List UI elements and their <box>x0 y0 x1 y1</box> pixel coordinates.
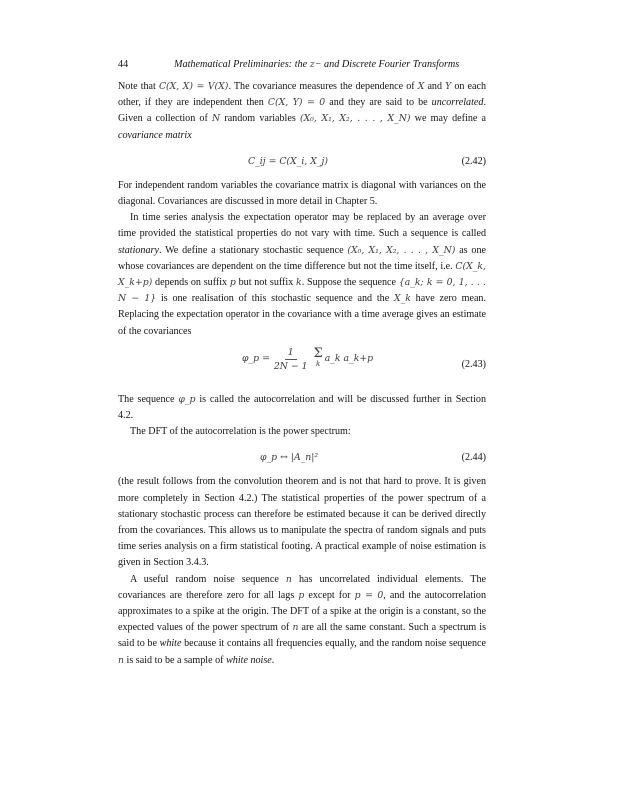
equation-number: (2.42) <box>461 155 486 167</box>
fraction-denominator: 2N − 1 <box>273 360 308 372</box>
paragraph-convolution: (the result follows from the convolution theorem and is not that hard to prove. It is given more completely in Section 4.2.) The statistical properties of the power spectrum of a stationary stochastic process can therefore be estimated because it can be derived directly from the covariances. This allows us to manipulate the spectra of random signals and puts time series analysis on a firm statistical footing. A practical example of noise estimation is given in Section 3.4.3. <box>118 476 486 569</box>
page-number: 44 <box>118 59 129 70</box>
fraction-numerator: 1 <box>285 346 297 360</box>
paragraph-white-noise: A useful random noise sequence n has uncorrelated individual elements. The covariances are therefore zero for all lags p except for p = 0, and the autocorrelation approximates to a spike at the origin. The DFT of a spike at the origin is a constant, so the expected values of the power spectrum of n are all the same constant. Such a spectrum is said to be white because it contains all frequencies equally, and the random noise sequence n is said to be a sample of white noise. <box>118 573 487 666</box>
equation-number: (2.44) <box>461 452 486 464</box>
equation-expression: φ_p ↔ |A_n|² <box>260 452 319 464</box>
equation-summand: a_k a_k+p <box>324 353 374 365</box>
paragraph-power-spectrum: The DFT of the autocorrelation is the power spectrum: <box>130 426 351 438</box>
paragraph-autocorrelation: The sequence φ_p is called the autocorrelation and will be discussed further in Section 4.2. <box>118 393 486 422</box>
equation-lhs: φ_p = <box>242 353 270 365</box>
summation-index: k <box>316 360 321 369</box>
running-header <box>118 58 500 72</box>
equation-number: (2.43) <box>461 358 486 370</box>
running-title: Mathematical Preliminaries: the z− and Discrete Fourier Transforms <box>174 59 460 70</box>
equation-expression: C_ij = C(X_i, X_j) <box>248 155 328 167</box>
equation-2-44 <box>118 440 486 474</box>
equation-expression <box>242 346 373 373</box>
paragraph-covariance: Note that C(X, X) = V(X). The covariance measures the dependence of X and Y on each other, if they are independent then C(X, Y) = 0 and they are said to be uncorrelated. Given a collection of N random variables (X₀, X₁, X₂, . . . , X_N) we may define a covariance matrix <box>118 81 487 141</box>
body-text <box>118 79 486 669</box>
summation <box>314 348 323 370</box>
fraction <box>274 346 308 373</box>
equation-2-42 <box>118 144 486 178</box>
paragraph-stationary: In time series analysis the expectation operator may be replaced by an average over time provided the statistical properties do not vary with time. Such a sequence is called stationary. We define a stationary stochastic sequence (X₀, X₁, X₂, . . . , X_N) as one whose covariances are dependent on the time difference but not the time itself, i.e. C(X_k, X_k+p) depends on suffix p but not suffix k. Suppose the sequence {a_k; k = 0, 1, . . . N − 1} is one realisation of this stochastic sequence and the X_k have zero mean. Replacing the expectation operator in the covariance with a time average gives an estimate of the covariances <box>118 212 487 337</box>
paragraph-independent: For independent random variables the covariance matrix is diagonal with variances on the diagonal. Covariances are discussed in more detail in Chapter 5. <box>118 179 486 208</box>
summation-sign: Σ <box>313 346 323 362</box>
equation-2-43 <box>118 340 486 392</box>
